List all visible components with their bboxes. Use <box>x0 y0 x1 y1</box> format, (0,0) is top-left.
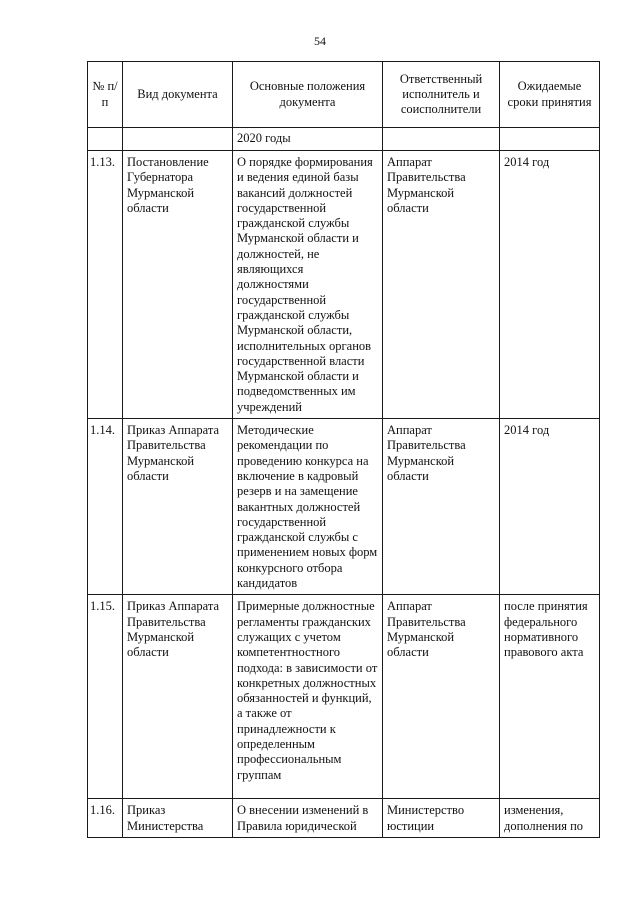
page-number: 54 <box>314 34 326 48</box>
expected-term: изменения, дополнения по <box>500 799 600 838</box>
period-cell-kind <box>123 128 233 151</box>
expected-term: 2014 год <box>500 419 600 595</box>
document-provisions: Примерные должностные регламенты гражданских служащих с учетом компетентностного подхода: в зависимости от конкретных должностных обязанностей и функций, а также от принадлежности к определенным профессиональным группам <box>233 595 383 799</box>
documents-table <box>87 61 600 838</box>
header-main: Основные положения документа <box>233 62 383 128</box>
row-number: 1.16. <box>88 799 123 838</box>
header-resp: Ответственный исполнитель и соисполнители <box>383 62 500 128</box>
expected-term: после принятия федерального нормативного правового акта <box>500 595 600 799</box>
responsible-executor: Министерство юстиции <box>383 799 500 838</box>
responsible-executor: Аппарат Правительства Мурманской области <box>383 151 500 419</box>
document-provisions: О внесении изменений в Правила юридической <box>233 799 383 838</box>
header-kind: Вид документа <box>123 62 233 128</box>
period-cell-resp <box>383 128 500 151</box>
table-row <box>88 595 600 799</box>
period-cell-term <box>500 128 600 151</box>
document-kind: Приказ Министерства <box>123 799 233 838</box>
period-row <box>88 128 600 151</box>
row-number: 1.15. <box>88 595 123 799</box>
header-term: Ожидаемые сроки принятия <box>500 62 600 128</box>
period-cell-num <box>88 128 123 151</box>
table-row <box>88 799 600 838</box>
expected-term: 2014 год <box>500 151 600 419</box>
document-kind: Постановление Губернатора Мурманской области <box>123 151 233 419</box>
document-kind: Приказ Аппарата Правительства Мурманской области <box>123 419 233 595</box>
row-number: 1.13. <box>88 151 123 419</box>
table-row <box>88 151 600 419</box>
row-number: 1.14. <box>88 419 123 595</box>
document-kind: Приказ Аппарата Правительства Мурманской области <box>123 595 233 799</box>
document-provisions: О порядке формирования и ведения единой базы вакансий должностей государственной гражданской службы Мурманской области и должностей, не являющихся должностями государственной гражданской службы Мурманской области, исполнительных органов государственной власти Мурманской области и подведомственных им учреждений <box>233 151 383 419</box>
table-row <box>88 419 600 595</box>
document-provisions: Методические рекомендации по проведению конкурса на включение в кадровый резерв и на замещение вакантных должностей государственной гражданской службы с применением новых форм конкурсного отбора кандидатов <box>233 419 383 595</box>
responsible-executor: Аппарат Правительства Мурманской области <box>383 595 500 799</box>
table-header-row <box>88 62 600 128</box>
responsible-executor: Аппарат Правительства Мурманской области <box>383 419 500 595</box>
period-label: 2020 годы <box>233 128 383 151</box>
header-num: № п/п <box>88 62 123 128</box>
